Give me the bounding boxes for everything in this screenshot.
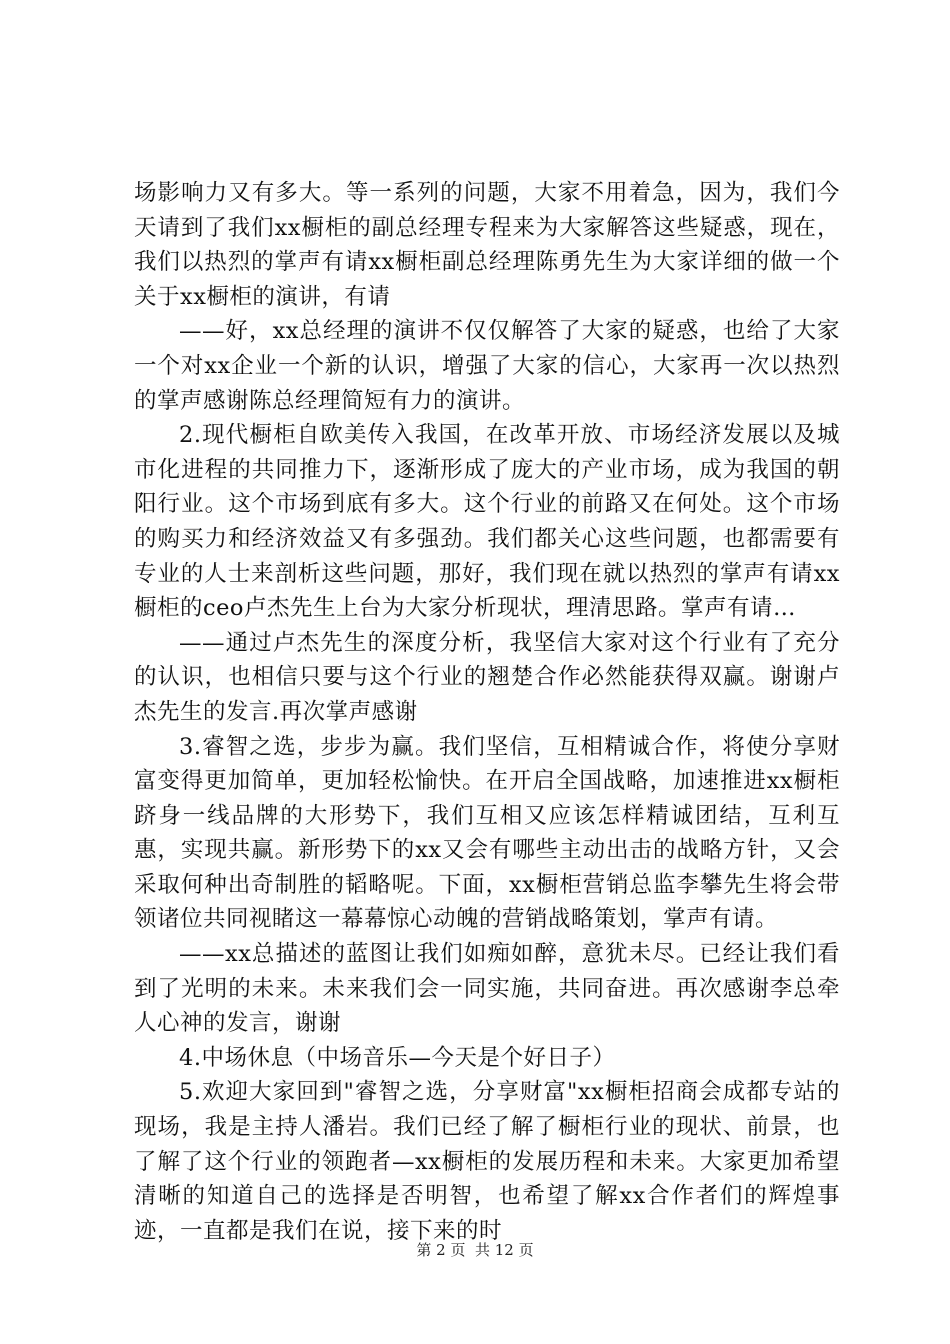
paragraph-item-4: 4.中场休息（中场音乐—今天是个好日子） [179, 1044, 616, 1071]
paragraph-response-1: ——好，xx总经理的演讲不仅仅解答了大家的疑惑，也给了大家一个对xx企业一个新的认识，增强了大家的信心，大家再一次以热烈的掌声感谢陈总经理简短有力的演讲。 [134, 318, 840, 414]
page-number-footer: 第 2 页 共 12 页 [416, 1241, 534, 1259]
document-body [134, 176, 840, 1248]
paragraph-item-5: 5.欢迎大家回到"睿智之选，分享财富"xx橱柜招商会成都专站的现场，我是主持人潘岩。我们已经了解了橱柜行业的现状、前景，也了解了这个行业的领跑者—xx橱柜的发展历程和未来。大家更加希望清晰的知道自己的选择是否明智，也希望了解xx合作者们的辉煌事迹，一直都是我们在说，接下来的时 [134, 1079, 840, 1244]
paragraph-continuation: 场影响力又有多大。等一系列的问题，大家不用着急，因为，我们今天请到了我们xx橱柜的副总经理专程来为大家解答这些疑惑，现在，我们以热烈的掌声有请xx橱柜副总经理陈勇先生为大家详细的做一个关于xx橱柜的演讲，有请 [134, 180, 840, 310]
paragraph-item-2: 2.现代橱柜自欧美传入我国，在改革开放、市场经济发展以及城市化进程的共同推力下，逐渐形成了庞大的产业市场，成为我国的朝阳行业。这个市场到底有多大。这个行业的前路又在何处。这个市场的购买力和经济效益又有多强劲。我们都关心这些问题，也都需要有专业的人士来剖析这些问题，那好，我们现在就以热烈的掌声有请xx橱柜的ceo卢杰先生上台为大家分析现状，理清思路。掌声有请… [134, 422, 840, 622]
paragraph-item-3: 3.睿智之选，步步为赢。我们坚信，互相精诚合作，将使分享财富变得更加简单，更加轻松愉快。在开启全国战略，加速推进xx橱柜跻身一线品牌的大形势下，我们互相又应该怎样精诚团结，互利互惠，实现共赢。新形势下的xx又会有哪些主动出击的战略方针，又会采取何种出奇制胜的韬略呢。下面，xx橱柜营销总监李攀先生将会带领诸位共同视睹这一幕幕惊心动魄的营销战略策划，掌声有请。 [134, 733, 840, 933]
paragraph-response-2: ——通过卢杰先生的深度分析，我坚信大家对这个行业有了充分的认识，也相信只要与这个行业的翘楚合作必然能获得双赢。谢谢卢杰先生的发言.再次掌声感谢 [134, 629, 840, 725]
paragraph-response-3: ——xx总描述的蓝图让我们如痴如醉，意犹未尽。已经让我们看到了光明的未来。未来我们会一同实施，共同奋进。再次感谢李总牵人心神的发言，谢谢 [134, 941, 840, 1037]
